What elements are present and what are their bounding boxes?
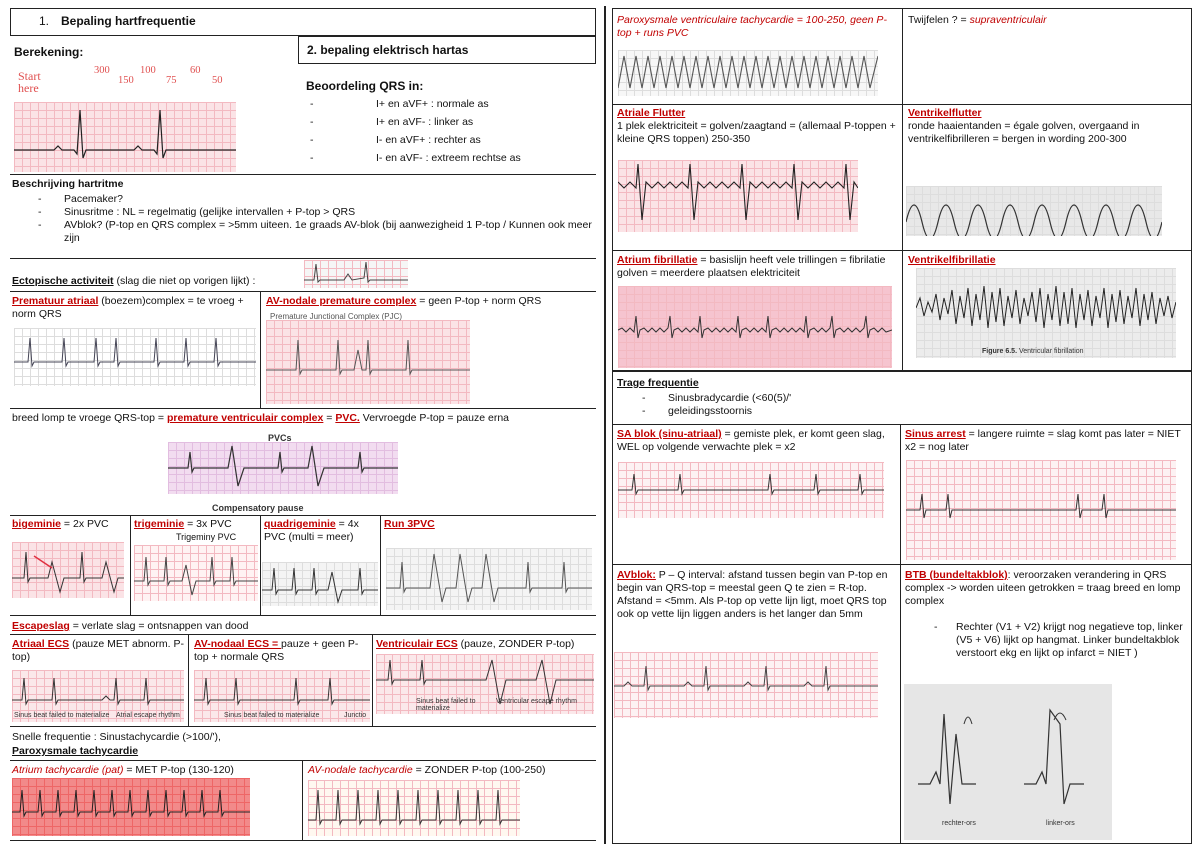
ecg-atriaal-ecs (12, 670, 184, 722)
aflut-rest: 1 plek elektriciteit = golven/zaagtand = (allemaal P-toppen + kleine QRS toppen) 250-350 (617, 120, 896, 145)
ecg-ectopic-sample (304, 260, 408, 288)
vertical-divider (902, 104, 903, 250)
vfib-caption (982, 348, 1084, 355)
trage-list (638, 392, 791, 418)
ecg-ventriculair-ecs (376, 654, 594, 714)
divider (10, 840, 596, 841)
twijfel-text (908, 14, 1047, 27)
list-item: - I- en aVF+ : rechter as (306, 134, 596, 147)
vflut-text (908, 107, 1192, 146)
ecg-trigeminie (134, 545, 258, 601)
section-hartfrequentie (10, 8, 596, 36)
rate-75: 75 (166, 75, 177, 86)
vflut-rest: ronde haaientanden = égale golven, overgaand in ventrikelfibrilleren = bergen in wording 200-300 (908, 120, 1140, 145)
vertical-divider (302, 760, 303, 840)
vertical-divider (380, 515, 381, 615)
ecg-sa-blok (618, 462, 884, 518)
caption-sinus-failed: Sinus beat failed to materialize (224, 712, 320, 719)
ecg-atrium-fibrillatie (618, 286, 892, 368)
section-hartas (298, 36, 596, 64)
divider (10, 760, 596, 761)
list-item: - I+ en aVF- : linker as (306, 116, 596, 129)
list-item: - I- en aVF- : extreem rechtse as (306, 152, 596, 165)
avblok-rest: P – Q interval: afstand tussen begin van P-top en begin van QRS-top = meestal geen Q te zien = R-top. Afstand = <5mm. Als P-top op vette lijn ligt, moet QRS top ook op vette lijn liggen anders is het langer dan 5mm (617, 569, 888, 620)
snelle-frequentie: Snelle frequentie : Sinustachycardie (>100/'), (12, 731, 221, 743)
caption-sinus-failed: Sinus beat failed to materialize (416, 698, 476, 712)
run3pvc-text (384, 518, 435, 531)
list-item: - Pacemaker? (34, 193, 594, 206)
btb-title: BTB (bundeltakblok) (905, 569, 1008, 581)
ecg-ventrikelfibrillatie (916, 268, 1176, 358)
ritme-list (34, 193, 594, 245)
vfib-title: Ventrikelfibrillatie (908, 254, 996, 266)
vertical-divider (260, 291, 261, 408)
pvc-abbr: PVC. (335, 412, 360, 424)
berekening-label: Berekening: (14, 45, 84, 59)
pvt-title: Paroxysmale ventriculaire tachycardie = 100-250, geen P-top + runs PVC (617, 14, 887, 39)
pac-title: Prematuur atriaal (12, 295, 99, 307)
pjc-image-title: Premature Junctional Complex (PJC) (270, 312, 403, 321)
ecg-pac (14, 328, 256, 386)
vfib-text (908, 254, 996, 267)
caption-sinus-failed: Sinus beat failed to materialize (14, 712, 110, 719)
section-number: 1. (39, 14, 50, 28)
divider (612, 424, 1192, 425)
trigeminie-image-title: Trigeminy PVC (176, 532, 237, 542)
atriaal-ecs-text (12, 638, 184, 664)
section-title: Bepaling hartfrequentie (61, 14, 196, 28)
beoordeling-label: Beoordeling QRS in: (306, 79, 424, 93)
pvt-text (617, 14, 899, 40)
pvc-text (12, 412, 596, 425)
bigeminie-text (12, 518, 109, 531)
run3pvc-title: Run 3PVC (384, 518, 435, 530)
list-item: - I+ en aVF+ : normale as (306, 98, 596, 111)
afib-title: Atrium fibrillatie (617, 254, 698, 266)
ecg-pvc (168, 442, 398, 494)
column-divider (604, 6, 606, 844)
rate-ruler (14, 64, 234, 104)
av-tachy-rest: = ZONDER P-top (100-250) (412, 764, 546, 776)
vfib-figure-number: Figure 6.5. (982, 348, 1018, 355)
vertical-divider (130, 515, 131, 615)
list-item: - Sinusritme : NL = regelmatig (gelijke intervallen + P-top > QRS (34, 206, 594, 219)
av-tachy-title: AV-nodale tachycardie (308, 764, 413, 776)
trage-title: Trage frequentie (617, 377, 699, 389)
atriaal-ecs-title: Atriaal ECS (12, 638, 70, 650)
vertical-divider (902, 250, 903, 370)
pac-text (12, 295, 258, 321)
pac-rest: (boezem)complex = te vroeg + norm QRS (12, 295, 244, 320)
list-item: - Sinusbradycardie (<60(5)/' (638, 392, 791, 405)
ectopisch-title: Ectopische activiteit (12, 275, 114, 287)
ventriculair-ecs-text (376, 638, 596, 651)
caption-atrial-escape: Atrial escape rhythm (116, 712, 180, 719)
divider (612, 564, 1192, 565)
divider (10, 515, 596, 516)
ecg-atrium-tachy (12, 778, 250, 836)
escape-title: Escapeslag (12, 620, 70, 632)
vfib-figure-caption: Ventricular fibrillation (1017, 348, 1084, 355)
ecg-sinus-arrest (906, 460, 1176, 560)
ecg-av-blok (614, 652, 878, 718)
pvc-post: Vervroegde P-top = pauze erna (359, 412, 510, 424)
ectopisch-text (12, 275, 255, 288)
rate-50: 50 (212, 75, 223, 86)
divider (10, 726, 596, 727)
sinus-arrest-rest: = langere ruimte = slag komt pas later = NIET x2 = nog later (905, 428, 1181, 453)
trigeminie-title: trigeminie (134, 518, 185, 530)
afib-rest: = basislijn heeft vele trillingen = fibrilatie golven = meerdere plaatsen elektriciteit (617, 254, 886, 279)
atrium-tachy-rest: = MET P-top (130-120) (123, 764, 234, 776)
quadrigeminie-rest: = 4x PVC (multi = meer) (264, 518, 359, 543)
escape-rest: = verlate slag = ontsnappen van dood (69, 620, 249, 632)
vertical-divider (900, 564, 901, 844)
list-item: - AVblok? (P-top en QRS complex = >5mm uiteen. 1e graads AV-blok (bij aanwezigheid 1 P-top / Kunnen ook meer zijn (34, 219, 594, 245)
pvc-pre: breed lomp te vroege QRS-top = (12, 412, 167, 424)
hartas-list (306, 98, 596, 165)
ventriculair-ecs-rest: (pauze, ZONDER P-top) (457, 638, 575, 650)
list-item: - Rechter (V1 + V2) krijgt nog negatieve top, linker (V5 + V6) lijkt op hangmat. Linker bundeltakblok verstoort ekg en lijkt op infarct = NIET ) (930, 621, 1188, 660)
pvc-link: premature ventriculair complex (166, 412, 324, 424)
sablok-title: SA blok (sinu-atriaal) (617, 428, 722, 440)
pjc-text (266, 295, 594, 308)
section-title: 2. bepaling elektrisch hartas (307, 43, 469, 57)
avblok-title: AVblok: (617, 569, 656, 581)
aflut-text (617, 107, 899, 146)
ecg-run3pvc (386, 548, 592, 610)
aflut-title: Atriale Flutter (617, 107, 686, 119)
start-label: Start (18, 69, 41, 83)
pjc-title: AV-nodale premature complex (266, 295, 417, 307)
quadrigeminie-text (264, 518, 380, 544)
ecg-quadrigeminie (262, 562, 378, 606)
sablok-text (617, 428, 899, 454)
ecg-pjc (266, 312, 470, 404)
ectopisch-rest: (slag die niet op vorigen lijkt) : (113, 275, 256, 287)
atrium-tachy-text (12, 764, 234, 777)
vertical-divider (372, 634, 373, 726)
compensatory-label: Compensatory pause (212, 503, 304, 513)
vflut-title: Ventrikelflutter (908, 107, 982, 119)
avnodaal-ecs-title: AV-nodaal ECS = (194, 638, 282, 650)
avblok-text (617, 569, 897, 621)
avnodaal-ecs-text (194, 638, 366, 664)
ecg-bigeminie (12, 542, 124, 598)
ecg-pvt (618, 50, 878, 96)
ecg-av-tachy (308, 780, 520, 836)
vertical-divider (188, 634, 189, 726)
caption-linker: linker-ors (1046, 820, 1075, 827)
pvc-eq: = (323, 412, 336, 424)
vertical-divider (900, 424, 901, 564)
rate-100: 100 (140, 65, 156, 76)
divider (10, 615, 596, 616)
vertical-divider (260, 515, 261, 615)
rate-150: 150 (118, 75, 134, 86)
ecg-avnodaal-ecs (194, 670, 370, 722)
bigeminie-rest: = 2x PVC (61, 518, 109, 530)
divider (10, 408, 596, 409)
here-label: here (18, 81, 39, 95)
divider (10, 634, 596, 635)
btb-text (905, 569, 1191, 608)
atriaal-ecs-rest: (pauze MET abnorm. P-top) (12, 638, 184, 663)
escape-text (12, 620, 248, 633)
divider (10, 174, 596, 175)
ecg-ventrikelflutter (906, 186, 1162, 236)
bigeminie-title: bigeminie (12, 518, 62, 530)
av-tachy-text (308, 764, 545, 777)
rate-60: 60 (190, 65, 201, 76)
ventriculair-ecs-title: Ventriculair ECS (376, 638, 458, 650)
atrium-tachy-title: Atrium tachycardie (pat) (12, 764, 124, 776)
pjc-rest: = geen P-top + norm QRS (416, 295, 542, 307)
sablok-rest: = gemiste plek, er komt geen slag, WEL op volgende verwachte plek = x2 (617, 428, 885, 453)
pvc-label: PVCs (268, 433, 292, 443)
afib-text (617, 254, 899, 280)
btb-rest: : veroorzaken verandering in QRS complex -> worden uiteen getrokken = traag breed en lomp complex (905, 569, 1181, 607)
vertical-divider (902, 8, 903, 104)
btb-list (930, 621, 1188, 660)
divider (10, 291, 596, 292)
ritme-title: Beschrijving hartritme (12, 178, 124, 190)
divider (10, 258, 596, 259)
rate-300: 300 (94, 65, 110, 76)
caption-junctional: Junctio (344, 712, 367, 719)
divider (612, 370, 1192, 372)
sinus-arrest-text (905, 428, 1191, 454)
twijfel-pre: Twijfelen ? = (908, 14, 970, 26)
caption-ventricular-escape: Ventricular escape rhythm (496, 698, 577, 705)
btb-diagram (904, 684, 1112, 840)
sinus-arrest-title: Sinus arrest (905, 428, 966, 440)
ecg-rate-strip (14, 102, 236, 172)
ecg-atriale-flutter (618, 160, 858, 232)
list-item: - geleidingsstoornis (638, 405, 791, 418)
trigeminie-rest: = 3x PVC (184, 518, 232, 530)
caption-rechter: rechter-ors (942, 820, 976, 827)
trigeminie-text (134, 518, 232, 531)
paroxysmale-title: Paroxysmale tachycardie (12, 745, 139, 757)
avnodaal-ecs-rest: pauze + geen P-top + normale QRS (194, 638, 359, 663)
quadrigeminie-title: quadrigeminie (264, 518, 336, 530)
twijfel-it: supraventriculair (969, 14, 1047, 26)
